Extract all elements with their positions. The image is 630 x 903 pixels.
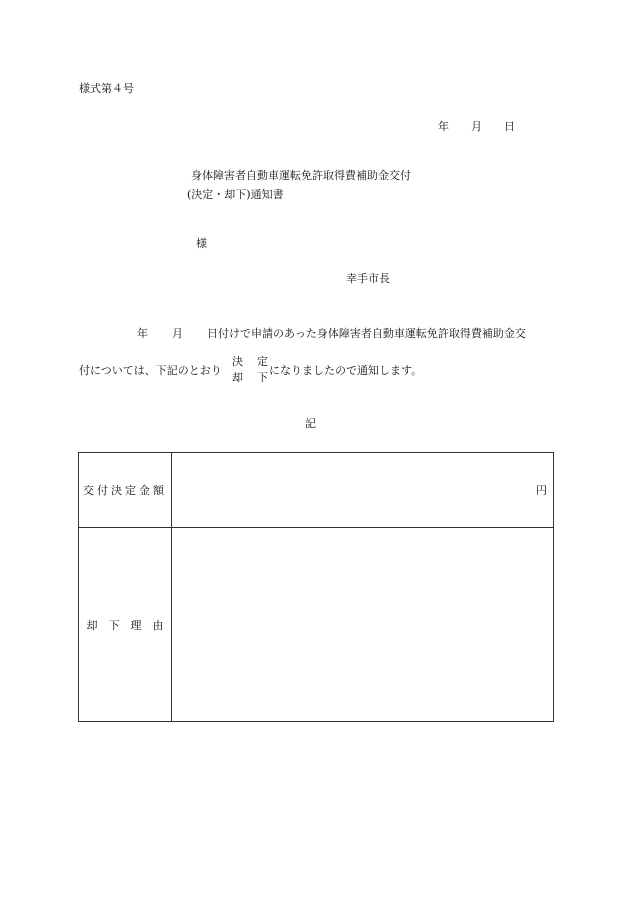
table-row-amount (79, 453, 554, 528)
reason-label: 却 下 理 由 (79, 528, 172, 722)
table-row-reason (79, 528, 554, 722)
choice-rejected: 却 下 (232, 371, 268, 384)
body-month: 月 (172, 327, 183, 340)
document-title-line2: (決定・却下)通知書 (187, 188, 284, 201)
reason-value-cell (172, 528, 554, 722)
date-year: 年 (438, 120, 449, 133)
body-line1 (137, 328, 526, 339)
date-day: 日 (504, 120, 515, 133)
body-line2-start: 付については、下記のとおり (79, 364, 222, 377)
amount-label: 交付決定金額 (79, 453, 172, 528)
issuer-name: 幸手市長 (346, 272, 390, 285)
date-line (438, 121, 515, 132)
date-month: 月 (471, 120, 482, 133)
ki-heading: 記 (305, 417, 316, 430)
body-line1-text: 日付けで申請のあった身体障害者自動車運転免許取得費補助金交 (207, 327, 526, 340)
document-title-line1: 身体障害者自動車運転免許取得費補助金交付 (191, 169, 411, 182)
form-number: 様式第４号 (79, 82, 134, 95)
decision-choice (232, 356, 268, 388)
amount-value-cell: 円 (172, 453, 554, 528)
body-year: 年 (137, 327, 148, 340)
record-table (78, 452, 554, 722)
body-line2-end: になりましたので通知します。 (269, 364, 423, 377)
addressee-honorific: 様 (196, 237, 207, 250)
choice-decided: 決 定 (232, 355, 268, 368)
